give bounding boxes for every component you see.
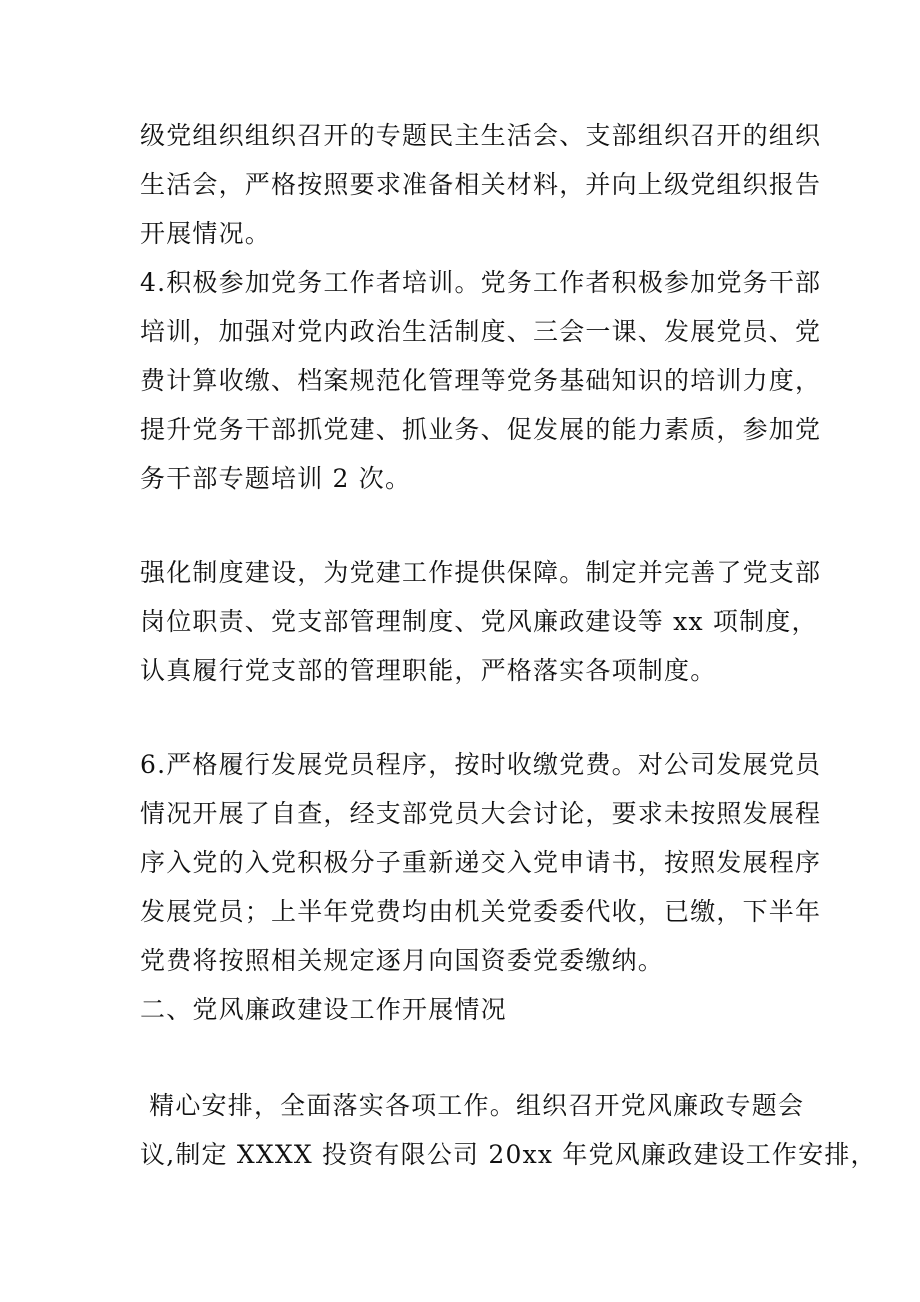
text-line: 提升党务干部抓党建、抓业务、促发展的能力素质，参加党 xyxy=(140,415,822,444)
section-heading: 二、党风廉政建设工作开展情况 xyxy=(140,995,507,1024)
text-line: 党费将按照相关规定逐月向国资委党委缴纳。 xyxy=(140,946,665,975)
text-line: 岗位职责、党支部管理制度、党风廉政建设等 xx 项制度， xyxy=(140,607,818,636)
text-line: 序入党的入党积极分子重新递交入党申请书，按照发展程序 xyxy=(140,848,822,877)
text-line: 级党组织组织召开的专题民主生活会、支部组织召开的组织 xyxy=(140,121,822,150)
text-line: 议,制定 XXXX 投资有限公司 20xx 年党风廉政建设工作安排， xyxy=(140,1140,877,1169)
text-line: 精心安排，全面落实各项工作。组织召开党风廉政专题会 xyxy=(140,1091,805,1120)
text-line: 4.积极参加党务工作者培训。党务工作者积极参加党务干部 xyxy=(140,268,822,297)
text-line: 强化制度建设，为党建工作提供保障。制定并完善了党支部 xyxy=(140,558,822,587)
text-line: 认真履行党支部的管理职能，严格落实各项制度。 xyxy=(140,656,717,685)
text-line: 情况开展了自查，经支部党员大会讨论，要求未按照发展程 xyxy=(140,799,822,828)
text-line: 费计算收缴、档案规范化管理等党务基础知识的培训力度， xyxy=(140,366,822,395)
text-line: 开展情况。 xyxy=(140,219,272,248)
text-line: 务干部专题培训 2 次。 xyxy=(140,464,412,493)
text-line: 6.严格履行发展党员程序，按时收缴党费。对公司发展党员 xyxy=(140,750,822,779)
text-line: 发展党员；上半年党费均由机关党委委代收，已缴，下半年 xyxy=(140,897,822,926)
text-line: 生活会，严格按照要求准备相关材料，并向上级党组织报告 xyxy=(140,170,822,199)
text-line: 培训，加强对党内政治生活制度、三会一课、发展党员、党 xyxy=(140,317,822,346)
